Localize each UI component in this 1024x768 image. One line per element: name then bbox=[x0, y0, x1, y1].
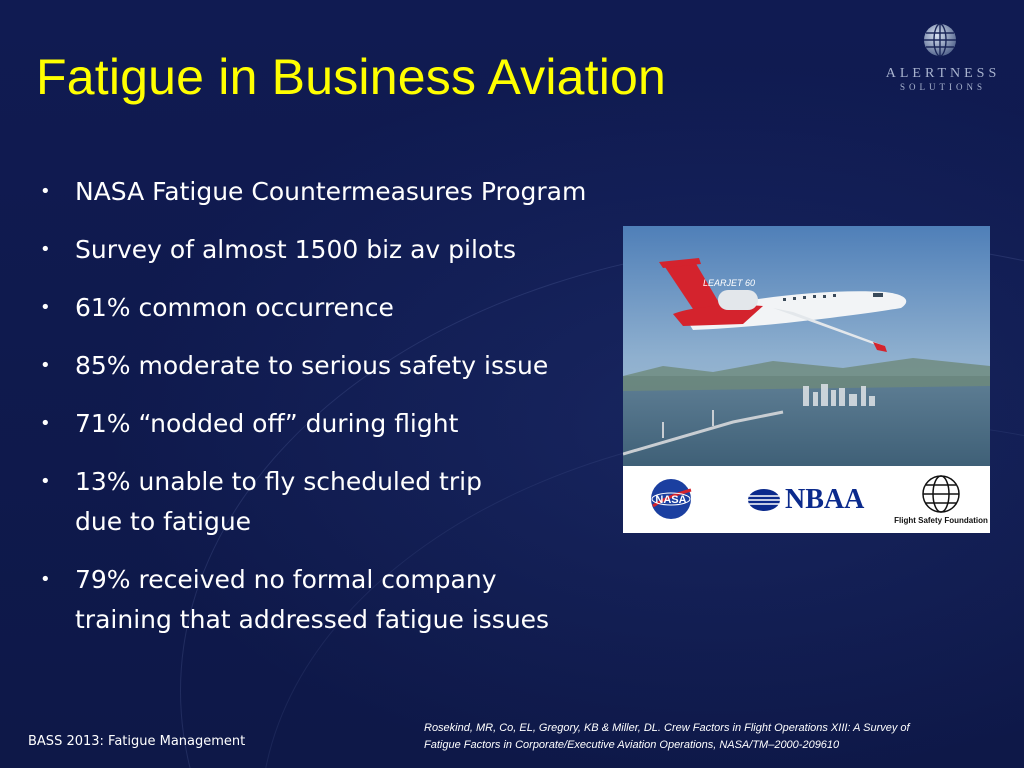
fsf-globe-icon bbox=[893, 472, 989, 516]
nbaa-logo-text: NBAA bbox=[785, 484, 865, 515]
bullet-text: 85% moderate to serious safety issue bbox=[75, 351, 549, 380]
bullet-item bbox=[40, 288, 640, 328]
nbaa-emblem-icon bbox=[747, 484, 781, 516]
bullet-item bbox=[40, 462, 640, 542]
bullet-dot: • bbox=[40, 181, 51, 202]
bullet-dot: • bbox=[40, 297, 51, 318]
bullet-text-continued: due to fatigue bbox=[75, 507, 252, 536]
bullet-item bbox=[40, 172, 640, 212]
flight-safety-foundation-logo bbox=[893, 472, 989, 530]
slide-title: Fatigue in Business Aviation bbox=[36, 49, 667, 105]
nasa-logo bbox=[647, 476, 695, 522]
learjet-photo bbox=[623, 226, 990, 466]
logo-name: ALERTNESS bbox=[885, 66, 1001, 81]
fsf-logo-text: Flight Safety Foundation bbox=[894, 516, 988, 525]
nasa-logo-text: NASA bbox=[655, 494, 687, 506]
citation-line: Rosekind, MR, Co, EL, Gregory, KB & Miller, DL. Crew Factors in Flight Operations XIII: A Survey of bbox=[424, 722, 910, 734]
globe-icon bbox=[922, 22, 958, 58]
bullet-dot: • bbox=[40, 569, 51, 590]
bullet-item bbox=[40, 230, 640, 270]
logo-subtitle: SOLUTIONS bbox=[899, 82, 986, 92]
bullet-dot: • bbox=[40, 239, 51, 260]
bullet-text: 71% “nodded off” during flight bbox=[75, 409, 459, 438]
bullet-item bbox=[40, 404, 640, 444]
bullet-text: NASA Fatigue Countermeasures Program bbox=[75, 177, 587, 206]
bullet-dot: • bbox=[40, 355, 51, 376]
bullet-text: 61% common occurrence bbox=[75, 293, 394, 322]
citation bbox=[424, 720, 1004, 754]
alertness-solutions-logo bbox=[878, 18, 1008, 98]
bullet-list bbox=[40, 172, 640, 658]
bullet-item bbox=[40, 346, 640, 386]
plane-label: LEARJET 60 bbox=[703, 278, 756, 288]
bullet-dot: • bbox=[40, 471, 51, 492]
bullet-text: Survey of almost 1500 biz av pilots bbox=[75, 235, 517, 264]
footer-label: BASS 2013: Fatigue Management bbox=[28, 734, 246, 749]
bullet-text: 13% unable to fly scheduled trip bbox=[75, 467, 482, 496]
sponsor-logos bbox=[623, 466, 990, 533]
bullet-text: 79% received no formal company bbox=[75, 565, 497, 594]
bullet-item bbox=[40, 560, 640, 640]
bullet-dot: • bbox=[40, 413, 51, 434]
nbaa-logo bbox=[747, 484, 865, 516]
citation-line: Fatigue Factors in Corporate/Executive Aviation Operations, NASA/TM–2000-209610 bbox=[424, 739, 840, 751]
bullet-text-continued: training that addressed fatigue issues bbox=[75, 605, 550, 634]
